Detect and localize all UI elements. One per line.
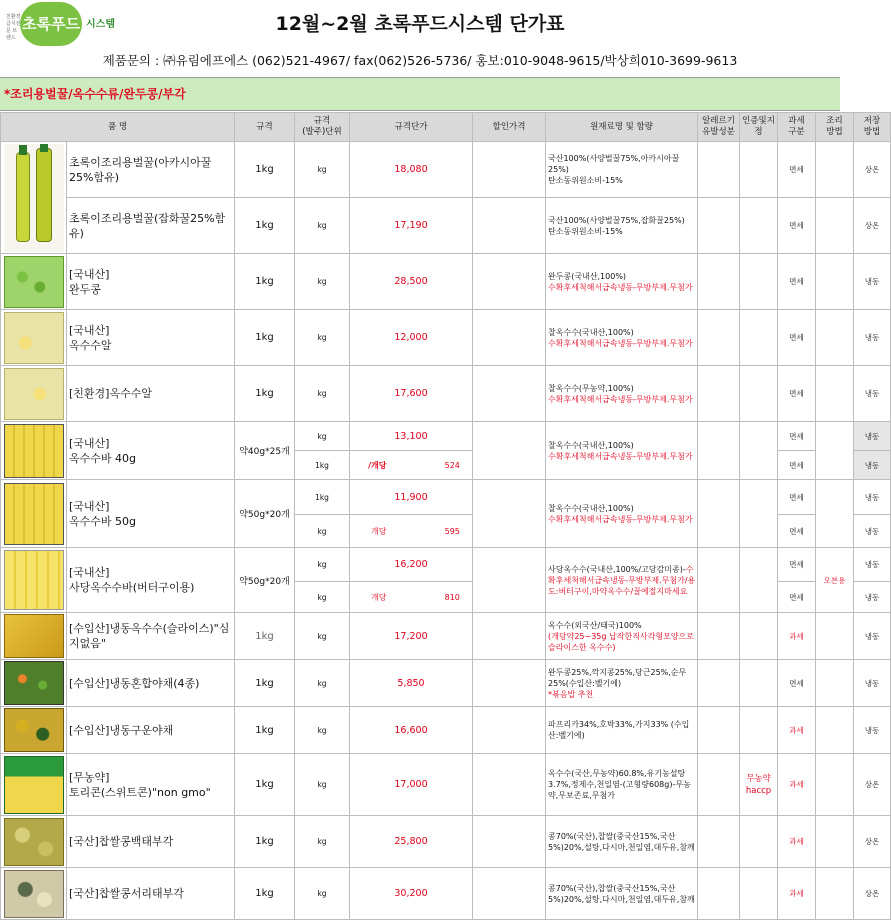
- discount-cell: [473, 548, 546, 613]
- ingredients-cell: [546, 366, 698, 422]
- discount-cell: [473, 366, 546, 422]
- cook-cell: [816, 198, 854, 254]
- per-unit-label: 개당: [350, 582, 387, 613]
- product-name: [67, 254, 235, 310]
- discount-cell: [473, 816, 546, 868]
- storage-cell: 냉동: [854, 480, 891, 515]
- col-ingredients: 원재료명 및 함량: [546, 113, 698, 142]
- col-price: 규격단가: [350, 113, 473, 142]
- storage-cell: 냉동: [854, 515, 891, 548]
- ingredients-cell: [546, 754, 698, 816]
- ingredients-text: 찰옥수수(무농약,100%): [548, 383, 634, 393]
- ingredients-note: 수확후세척해서급속냉동-무방부제.무첨가: [548, 338, 693, 348]
- product-unit: kg: [295, 548, 350, 582]
- product-price: 16,600: [350, 707, 473, 754]
- cook-cell: [816, 254, 854, 310]
- table-row: [1, 254, 891, 310]
- product-photo-cell: [1, 142, 67, 254]
- sweet-corn-can-icon: [4, 756, 64, 814]
- discount-cell: [473, 422, 546, 480]
- product-unit: kg: [295, 868, 350, 920]
- cook-cell: [816, 816, 854, 868]
- storage-cell: 냉동: [854, 422, 891, 451]
- cert-cell: [740, 613, 778, 660]
- product-unit: kg: [295, 198, 350, 254]
- product-photo-cell: [1, 422, 67, 480]
- product-unit: 1kg: [295, 480, 350, 515]
- price-table: [0, 112, 891, 920]
- product-photo-cell: [1, 366, 67, 422]
- bean-crisp-icon: [4, 870, 64, 918]
- ingredients-cell: [546, 816, 698, 868]
- discount-cell: [473, 613, 546, 660]
- table-row: [1, 868, 891, 920]
- product-spec: 1kg: [235, 660, 295, 707]
- cook-cell: [816, 310, 854, 366]
- tax-cell: 면세: [778, 582, 816, 613]
- tax-cell: 면세: [778, 422, 816, 451]
- table-row: [1, 142, 891, 198]
- storage-cell: 냉동: [854, 660, 891, 707]
- product-name: [수입산]냉동혼합야채(4종): [67, 660, 235, 707]
- storage-cell: 상온: [854, 816, 891, 868]
- per-unit-label: /개당: [350, 451, 387, 480]
- product-unit: kg: [295, 422, 350, 451]
- honey-bottles-icon: [4, 144, 64, 252]
- product-name-text: [국내산] 완두콩: [69, 267, 110, 296]
- per-unit-price: 810: [433, 582, 473, 613]
- storage-cell: 상온: [854, 868, 891, 920]
- product-unit: 1kg: [295, 451, 350, 480]
- ingredients-note: *볶음밥 추천: [548, 689, 594, 699]
- logo-tagline: 친환경 급식전문 브랜드: [6, 14, 21, 41]
- col-discount: 할인가격: [473, 113, 546, 142]
- ingredients-cell: [546, 613, 698, 660]
- cert-cell: [740, 422, 778, 480]
- product-price: 30,200: [350, 868, 473, 920]
- mixed-vegetables-icon: [4, 661, 64, 705]
- product-price: 18,080: [350, 142, 473, 198]
- product-photo-cell: [1, 754, 67, 816]
- cook-cell: [816, 707, 854, 754]
- tax-cell: 면세: [778, 451, 816, 480]
- discount-cell: [473, 142, 546, 198]
- corn-kernels-icon: [4, 312, 64, 364]
- price-spacer: [387, 582, 433, 613]
- table-header-row: [1, 113, 891, 142]
- product-photo-cell: [1, 613, 67, 660]
- cert-text: 무농약 haccp: [745, 773, 772, 796]
- ingredients-text: 옥수수(국산,무농약)60.8%,유기농설탕3.7%,정제수,천일염-(고형량608g)-무농약,무보존료,무첨가: [548, 769, 691, 800]
- product-spec: 1kg: [235, 816, 295, 868]
- grilled-vegetables-icon: [4, 708, 64, 752]
- product-spec: 1kg: [235, 366, 295, 422]
- ingredients-note: 수확후세척해서급속냉동-무방부제.무첨가: [548, 514, 693, 524]
- product-price: 13,100: [350, 422, 473, 451]
- col-unit: [295, 113, 350, 142]
- tax-cell: 면세: [778, 480, 816, 515]
- ingredients-cell: [546, 198, 698, 254]
- tax-cell: 과세: [778, 868, 816, 920]
- cert-cell: [740, 254, 778, 310]
- allergy-cell: [698, 868, 740, 920]
- product-name: [수입산]냉동옥수수(슬라이스)"심지없음": [67, 613, 235, 660]
- discount-cell: [473, 480, 546, 548]
- ingredients-note: 수확후세척해서급속냉동-무방부제.무첨가: [548, 282, 693, 292]
- storage-cell: 냉동: [854, 613, 891, 660]
- bean-crisp-icon: [4, 818, 64, 866]
- per-unit-price: 595: [433, 515, 473, 548]
- ingredients-text: 사당옥수수(국내산,100%/고당감미종)-: [548, 564, 686, 574]
- product-name-text: [국내산] 옥수수알: [69, 323, 112, 352]
- discount-cell: [473, 198, 546, 254]
- allergy-cell: [698, 366, 740, 422]
- allergy-cell: [698, 480, 740, 548]
- table-row: [1, 310, 891, 366]
- col-cert: 인증및지정: [740, 113, 778, 142]
- product-name-text: [국내산] 사당옥수수바(버터구이용): [69, 566, 195, 594]
- allergy-cell: [698, 660, 740, 707]
- product-unit: kg: [295, 366, 350, 422]
- tax-cell: 과세: [778, 707, 816, 754]
- allergy-cell: [698, 548, 740, 613]
- page-title: 12월~2월 초록푸드시스템 단가표: [275, 13, 565, 35]
- cert-cell: [740, 142, 778, 198]
- page-header: [0, 0, 840, 76]
- ingredients-note: 수확후세척해서급속냉동-무방부제.무첨가: [548, 451, 693, 461]
- product-unit: kg: [295, 613, 350, 660]
- product-name: [국산]찹쌀콩서리태부각: [67, 868, 235, 920]
- product-photo-cell: [1, 816, 67, 868]
- ingredients-cell: [546, 254, 698, 310]
- product-price: 16,200: [350, 548, 473, 582]
- discount-cell: [473, 868, 546, 920]
- contact-info: 제품문의 : ㈜유림에프에스 (062)521-4967/ fax(062)526-5736/ 홍보:010-9048-9615/박상희010-3699-9613: [102, 53, 738, 68]
- tax-cell: 면세: [778, 515, 816, 548]
- col-storage-label: 저장 방법: [863, 116, 881, 137]
- cook-cell: [816, 366, 854, 422]
- ingredients-text: 콩70%(국산),찹쌀(중국산15%,국산5%)20%,설탕,다시마,천일염,대두유,참깨: [548, 883, 695, 904]
- product-name: [67, 754, 235, 816]
- col-allergy: [698, 113, 740, 142]
- col-product: 품 명: [1, 113, 235, 142]
- product-spec: 약50g*20개: [235, 548, 295, 613]
- ingredients-cell: [546, 548, 698, 613]
- tax-cell: 면세: [778, 660, 816, 707]
- product-unit: kg: [295, 142, 350, 198]
- product-unit: kg: [295, 754, 350, 816]
- discount-cell: [473, 707, 546, 754]
- product-price: 17,200: [350, 613, 473, 660]
- product-photo-cell: [1, 868, 67, 920]
- product-unit: kg: [295, 310, 350, 366]
- table-row: [1, 548, 891, 582]
- price-spacer: [387, 451, 433, 480]
- product-name: [친환경]옥수수알: [67, 366, 235, 422]
- ingredients-text: 찰옥수수(국내산,100%): [548, 327, 634, 337]
- ingredients-text: 콩70%(국산),찹쌀(중국산15%,국산5%)20%,설탕,다시마,천일염,대두유,참깨: [548, 831, 695, 852]
- table-row: [1, 198, 891, 254]
- product-unit: kg: [295, 254, 350, 310]
- allergy-cell: [698, 422, 740, 480]
- storage-cell: 냉동: [854, 548, 891, 582]
- product-price: 11,900: [350, 480, 473, 515]
- storage-cell: 냉동: [854, 310, 891, 366]
- category-heading: *조리용벌꿀/옥수수류/완두콩/부각: [0, 77, 840, 111]
- allergy-cell: [698, 142, 740, 198]
- cook-cell: [816, 660, 854, 707]
- storage-cell: 냉동: [854, 366, 891, 422]
- product-price: 17,190: [350, 198, 473, 254]
- corn-slice-icon: [4, 614, 64, 658]
- product-spec: 약40g*25개: [235, 422, 295, 480]
- product-name-text: [국내산] 옥수수바 50g: [69, 499, 136, 528]
- cert-cell: [740, 660, 778, 707]
- storage-cell: 냉동: [854, 582, 891, 613]
- product-spec: 1kg: [235, 254, 295, 310]
- product-price: 12,000: [350, 310, 473, 366]
- ingredients-cell: [546, 707, 698, 754]
- discount-cell: [473, 660, 546, 707]
- corn-bar-icon: [4, 550, 64, 610]
- table-row: [1, 422, 891, 451]
- allergy-cell: [698, 198, 740, 254]
- product-spec: 1kg: [235, 868, 295, 920]
- ingredients-cell: [546, 480, 698, 548]
- tax-cell: 과세: [778, 816, 816, 868]
- peas-icon: [4, 256, 64, 308]
- cert-cell: [740, 816, 778, 868]
- product-spec: 1kg: [235, 707, 295, 754]
- col-allergy-label: 알레르기 유발성분: [702, 116, 735, 137]
- corn-bar-icon: [4, 483, 64, 545]
- col-unit-label: 규격 (발주)단위: [302, 116, 342, 137]
- table-row: [1, 366, 891, 422]
- ingredients-text: 국산100%(사양벌꿀75%,잡화꿀25%) 탄소동위원소비-15%: [548, 215, 685, 236]
- cook-method-cell: 오븐용: [816, 548, 854, 613]
- ingredients-cell: [546, 422, 698, 480]
- product-price: 17,000: [350, 754, 473, 816]
- allergy-cell: [698, 310, 740, 366]
- product-price: 25,800: [350, 816, 473, 868]
- ingredients-text: 완두콩25%,깍지콩25%,당근25%,순무25%(수입산:벨기에): [548, 667, 687, 688]
- cook-cell: [816, 868, 854, 920]
- ingredients-cell: [546, 868, 698, 920]
- product-unit: kg: [295, 816, 350, 868]
- product-name-text: [국내산] 옥수수바 40g: [69, 436, 136, 465]
- product-photo-cell: [1, 660, 67, 707]
- cook-cell: [816, 142, 854, 198]
- cert-cell: [740, 198, 778, 254]
- product-unit: kg: [295, 582, 350, 613]
- cert-cell: [740, 707, 778, 754]
- product-name: [67, 548, 235, 613]
- product-unit: kg: [295, 515, 350, 548]
- corn-kernels-icon: [4, 368, 64, 420]
- ingredients-text: 파프리카34%,호박33%,가지33% (수입산:벨기에): [548, 720, 690, 740]
- table-row: [1, 754, 891, 816]
- product-name: [수입산]냉동구운야채: [67, 707, 235, 754]
- product-spec: 1kg: [235, 754, 295, 816]
- product-spec: 1kg: [235, 142, 295, 198]
- col-cook: [816, 113, 854, 142]
- product-name: [67, 480, 235, 548]
- logo-mark: 초록푸드: [20, 2, 82, 46]
- product-name: 초록이조리용벌꿀(잡화꿀25%함유): [67, 198, 235, 254]
- table-row: [1, 613, 891, 660]
- table-row: [1, 660, 891, 707]
- allergy-cell: [698, 754, 740, 816]
- ingredients-cell: [546, 142, 698, 198]
- col-cook-label: 조리 방법: [826, 116, 843, 137]
- ingredients-note: (개당약25~35g 납작한직사각형모양으로 슬라이스한 옥수수): [548, 631, 695, 652]
- product-spec: 1kg: [235, 613, 295, 660]
- cert-cell: [740, 310, 778, 366]
- discount-cell: [473, 254, 546, 310]
- ingredients-text: 옥수수(외국산/태국)100%: [548, 620, 642, 630]
- product-name: [67, 422, 235, 480]
- product-price: 28,500: [350, 254, 473, 310]
- product-spec: 1kg: [235, 310, 295, 366]
- table-row: [1, 816, 891, 868]
- allergy-cell: [698, 254, 740, 310]
- cook-cell: [816, 613, 854, 660]
- tax-cell: 과세: [778, 754, 816, 816]
- product-unit: kg: [295, 707, 350, 754]
- per-unit-price: 524: [433, 451, 473, 480]
- storage-cell: 상온: [854, 754, 891, 816]
- storage-cell: 상온: [854, 198, 891, 254]
- ingredients-text: 찰옥수수(국내산,100%): [548, 503, 634, 513]
- product-spec: 1kg: [235, 198, 295, 254]
- cert-cell: [740, 754, 778, 816]
- ingredients-note: 수확후세척해서급속냉동-무방부제.무첨가/용도:버터구이,마약옥수수/꿀에절지마세요: [548, 564, 696, 596]
- ingredients-text: 국산100%(사양벌꿀75%,아카시아꿀25%) 탄소동위원소비-15%: [548, 154, 680, 185]
- price-spacer: [387, 515, 433, 548]
- product-price: 17,600: [350, 366, 473, 422]
- storage-cell: 냉동: [854, 707, 891, 754]
- product-price: 5,850: [350, 660, 473, 707]
- storage-cell: 상온: [854, 142, 891, 198]
- table-row: [1, 707, 891, 754]
- product-photo-cell: [1, 310, 67, 366]
- col-storage: [854, 113, 891, 142]
- cert-cell: [740, 366, 778, 422]
- allergy-cell: [698, 707, 740, 754]
- storage-cell: 냉동: [854, 451, 891, 480]
- cert-cell: [740, 480, 778, 548]
- tax-cell: 면세: [778, 548, 816, 582]
- product-unit: kg: [295, 660, 350, 707]
- storage-cell: 냉동: [854, 254, 891, 310]
- ingredients-cell: [546, 310, 698, 366]
- product-photo-cell: [1, 707, 67, 754]
- product-name: [국산]찹쌀콩백태부각: [67, 816, 235, 868]
- table-row: [1, 480, 891, 515]
- ingredients-text: 찰옥수수(국내산,100%): [548, 440, 634, 450]
- cook-cell: [816, 422, 854, 480]
- cook-cell: [816, 754, 854, 816]
- product-name: 초록이조리용벌꿀(아카시아꿀25%함유): [67, 142, 235, 198]
- product-name-text: [무농약] 토리콘(스위트콘)"non gmo": [69, 770, 211, 799]
- ingredients-note: 수확후세척해서급속냉동-무방부제.무첨가: [548, 394, 693, 404]
- logo-suffix: 시스템: [86, 19, 115, 30]
- discount-cell: [473, 310, 546, 366]
- allergy-cell: [698, 816, 740, 868]
- product-spec: 약50g*20개: [235, 480, 295, 548]
- ingredients-text: 완두콩(국내산,100%): [548, 271, 627, 281]
- cook-cell: [816, 480, 854, 548]
- product-name: [67, 310, 235, 366]
- tax-cell: 과세: [778, 613, 816, 660]
- tax-cell: 면세: [778, 198, 816, 254]
- corn-bar-icon: [4, 424, 64, 478]
- cert-cell: [740, 868, 778, 920]
- per-unit-label: 개당: [350, 515, 387, 548]
- product-photo-cell: [1, 480, 67, 548]
- ingredients-cell: [546, 660, 698, 707]
- tax-cell: 면세: [778, 142, 816, 198]
- product-photo-cell: [1, 254, 67, 310]
- tax-cell: 면세: [778, 366, 816, 422]
- col-tax-label: 과세 구분: [788, 116, 805, 137]
- allergy-cell: [698, 613, 740, 660]
- tax-cell: 면세: [778, 310, 816, 366]
- col-tax: [778, 113, 816, 142]
- discount-cell: [473, 754, 546, 816]
- col-spec: 규격: [235, 113, 295, 142]
- tax-cell: 면세: [778, 254, 816, 310]
- product-photo-cell: [1, 548, 67, 613]
- cert-cell: [740, 548, 778, 613]
